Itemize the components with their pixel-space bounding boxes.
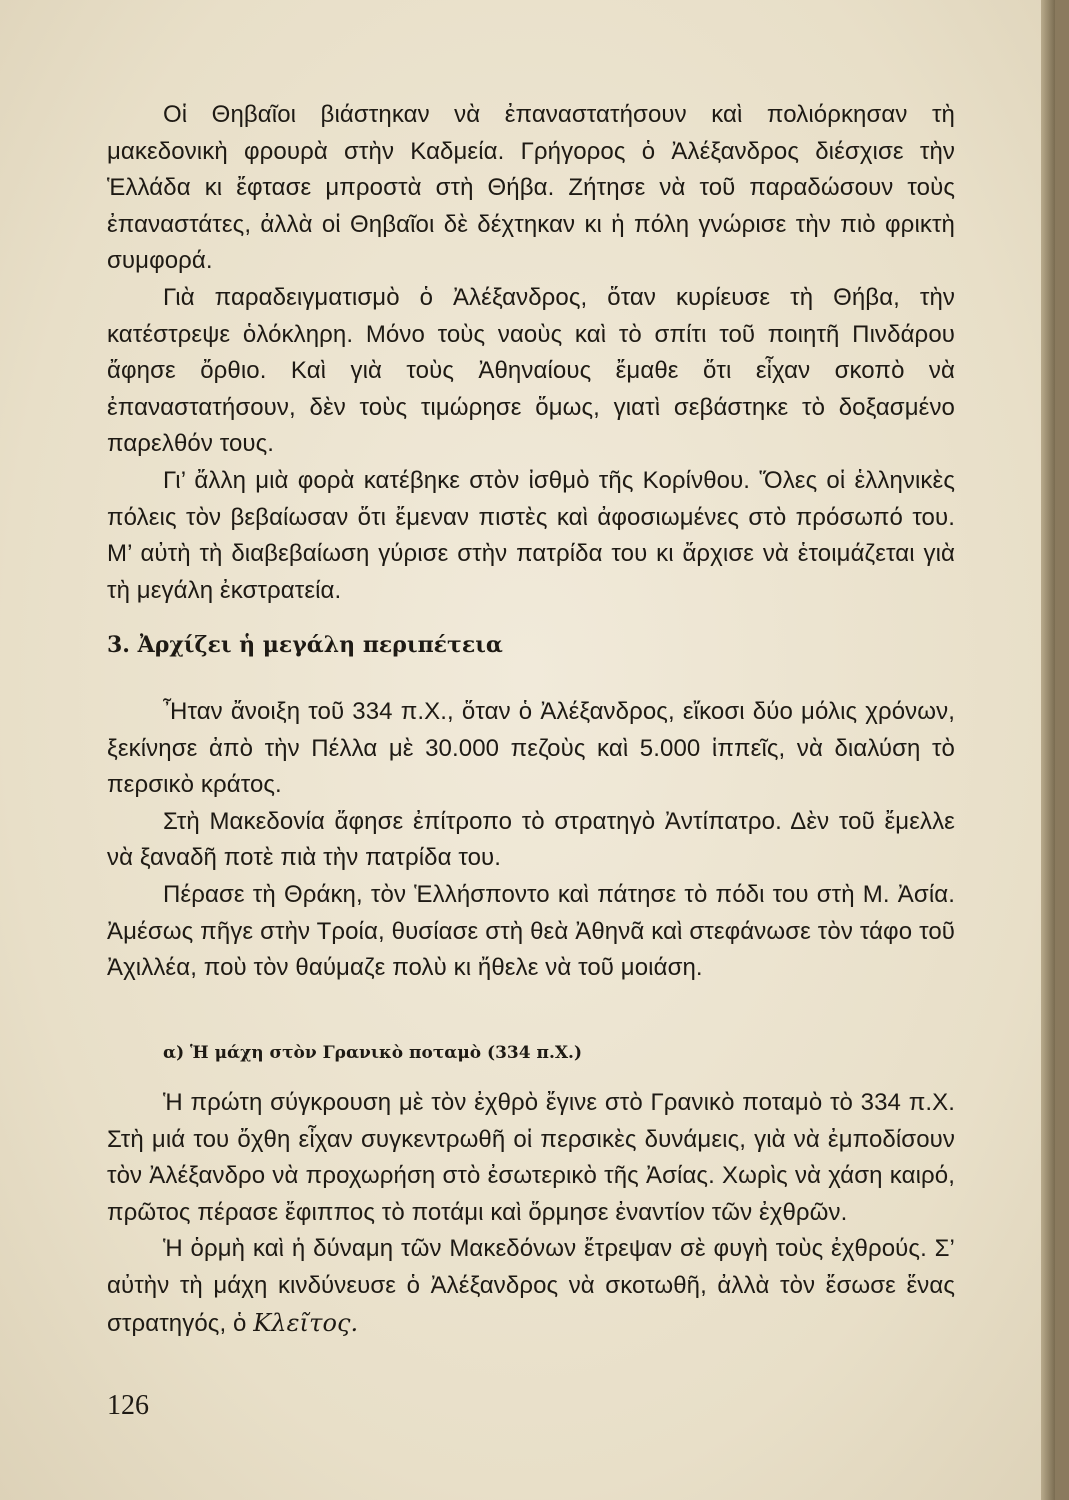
- paragraph-corinth: Γι’ ἄλλη μιὰ φορὰ κατέβηκε στὸν ἰσθμὸ τῆς Κορίνθου. Ὅλες οἱ ἑλληνικὲς πόλεις τὸν βεβαίωσαν ὅτι ἔμεναν πιστὲς καὶ ἀφοσιωμένες στὸ πρόσωπό του. Μ’ αὐτὴ τὴ διαβεβαίωση γύρισε στὴν πατρίδα του κι ἄρχισε νὰ ἑτοιμάζεται γιὰ τὴ μεγάλη ἐκστρατεία.: [107, 466, 955, 604]
- paragraph-kleitos: [107, 1231, 955, 1342]
- section-heading: 3. Ἀρχίζει ἡ μεγάλη περιπέτεια: [107, 632, 503, 658]
- kleitos-name: Κλεῖτος.: [253, 1308, 359, 1337]
- paragraph-antipater: Στὴ Μακεδονία ἄφησε ἐπίτροπο τὸ στρατηγὸ Ἀντίπατρο. Δὲν τοῦ ἔμελλε νὰ ξαναδῆ ποτὲ πιὰ τὴν πατρίδα του.: [107, 807, 955, 872]
- page-edge: [1041, 0, 1055, 1500]
- text-block-3: [107, 1085, 955, 1342]
- kleitos-sentence: Ἡ ὁρμὴ καὶ ἡ δύναμη τῶν Μακεδόνων ἔτρεψαν σὲ φυγὴ τοὺς ἐχθρούς. Σ’ αὐτὴν τὴ μάχη κινδύνευσε ὁ Ἀλέξανδρος νὰ σκοτωθῆ, ἀλλὰ τὸν ἔσωσε ἕνας στρατηγός, ὁ: [107, 1235, 955, 1337]
- paragraph-thebes-destroyed: Γιὰ παραδειγματισμὸ ὁ Ἀλέξανδρος, ὅταν κυρίευσε τὴ Θήβα, τὴν κατέστρεψε ὁλόκληρη. Μόνο τοὺς ναοὺς καὶ τὸ σπίτι τοῦ ποιητῆ Πινδάρου ἄφησε ὄρθιο. Καὶ γιὰ τοὺς Ἀθηναίους ἔμαθε ὅτι εἶχαν σκοπὸ νὰ ἐπαναστατήσουν, δὲν τοὺς τιμώρησε ὅμως, γιατὶ σεβάστηκε τὸ δοξασμένο παρελθόν τους.: [107, 283, 955, 458]
- paragraph-troy: Πέρασε τὴ Θράκη, τὸν Ἑλλήσποντο καὶ πάτησε τὸ πόδι του στὴ Μ. Ἀσία. Ἀμέσως πῆγε στὴν Τροία, θυσίασε στὴ θεὰ Ἀθηνᾶ καὶ στεφάνωσε τὸν τάφο τοῦ Ἀχιλλέα, ποὺ τὸν θαύμαζε πολὺ κι ἤθελε νὰ τοῦ μοιάση.: [107, 880, 955, 982]
- text-block-1: [107, 97, 955, 609]
- paragraph-granicus-battle: Ἡ πρώτη σύγκρουση μὲ τὸν ἐχθρὸ ἔγινε στὸ Γρανικὸ ποταμὸ τὸ 334 π.Χ. Στὴ μιά του ὄχθη εἶχαν συγκεντρωθῆ οἱ περσικὲς δυνάμεις, γιὰ νὰ ἐμποδίσουν τὸν Ἀλέξανδρο νὰ προχωρήση στὸ ἐσωτερικὸ τῆς Ἀσίας. Χωρὶς νὰ χάση καιρό, πρῶτος πέρασε ἔφιππος τὸ ποτάμι καὶ ὅρμησε ἐναντίον τῶν ἐχθρῶν.: [107, 1089, 955, 1226]
- subsection-heading: α) Ἡ μάχη στὸν Γρανικὸ ποταμὸ (334 π.Χ.): [163, 1043, 583, 1063]
- paragraph-thebes-revolt: Οἱ Θηβαῖοι βιάστηκαν νὰ ἐπαναστατήσουν καὶ πολιόρκησαν τὴ μακεδονικὴ φρουρὰ στὴν Καδμεία. Γρήγορος ὁ Ἀλέξανδρος διέσχισε τὴν Ἑλλάδα κι ἔφτασε μπροστὰ στὴ Θήβα. Ζήτησε νὰ τοῦ παραδώσουν τοὺς ἐπαναστάτες, ἀλλὰ οἱ Θηβαῖοι δὲ δέχτηκαν κι ἡ πόλη γνώρισε τὴν πιὸ φρικτὴ συμφορά.: [107, 101, 955, 275]
- page-number: 126: [107, 1390, 149, 1421]
- text-block-2: [107, 694, 955, 987]
- paragraph-departure: Ἦταν ἄνοιξη τοῦ 334 π.Χ., ὅταν ὁ Ἀλέξανδρος, εἴκοσι δύο μόλις χρόνων, ξεκίνησε ἀπὸ τὴν Πέλλα μὲ 30.000 πεζοὺς καὶ 5.000 ἱππεῖς, νὰ διαλύση τὸ περσικὸ κράτος.: [107, 698, 955, 799]
